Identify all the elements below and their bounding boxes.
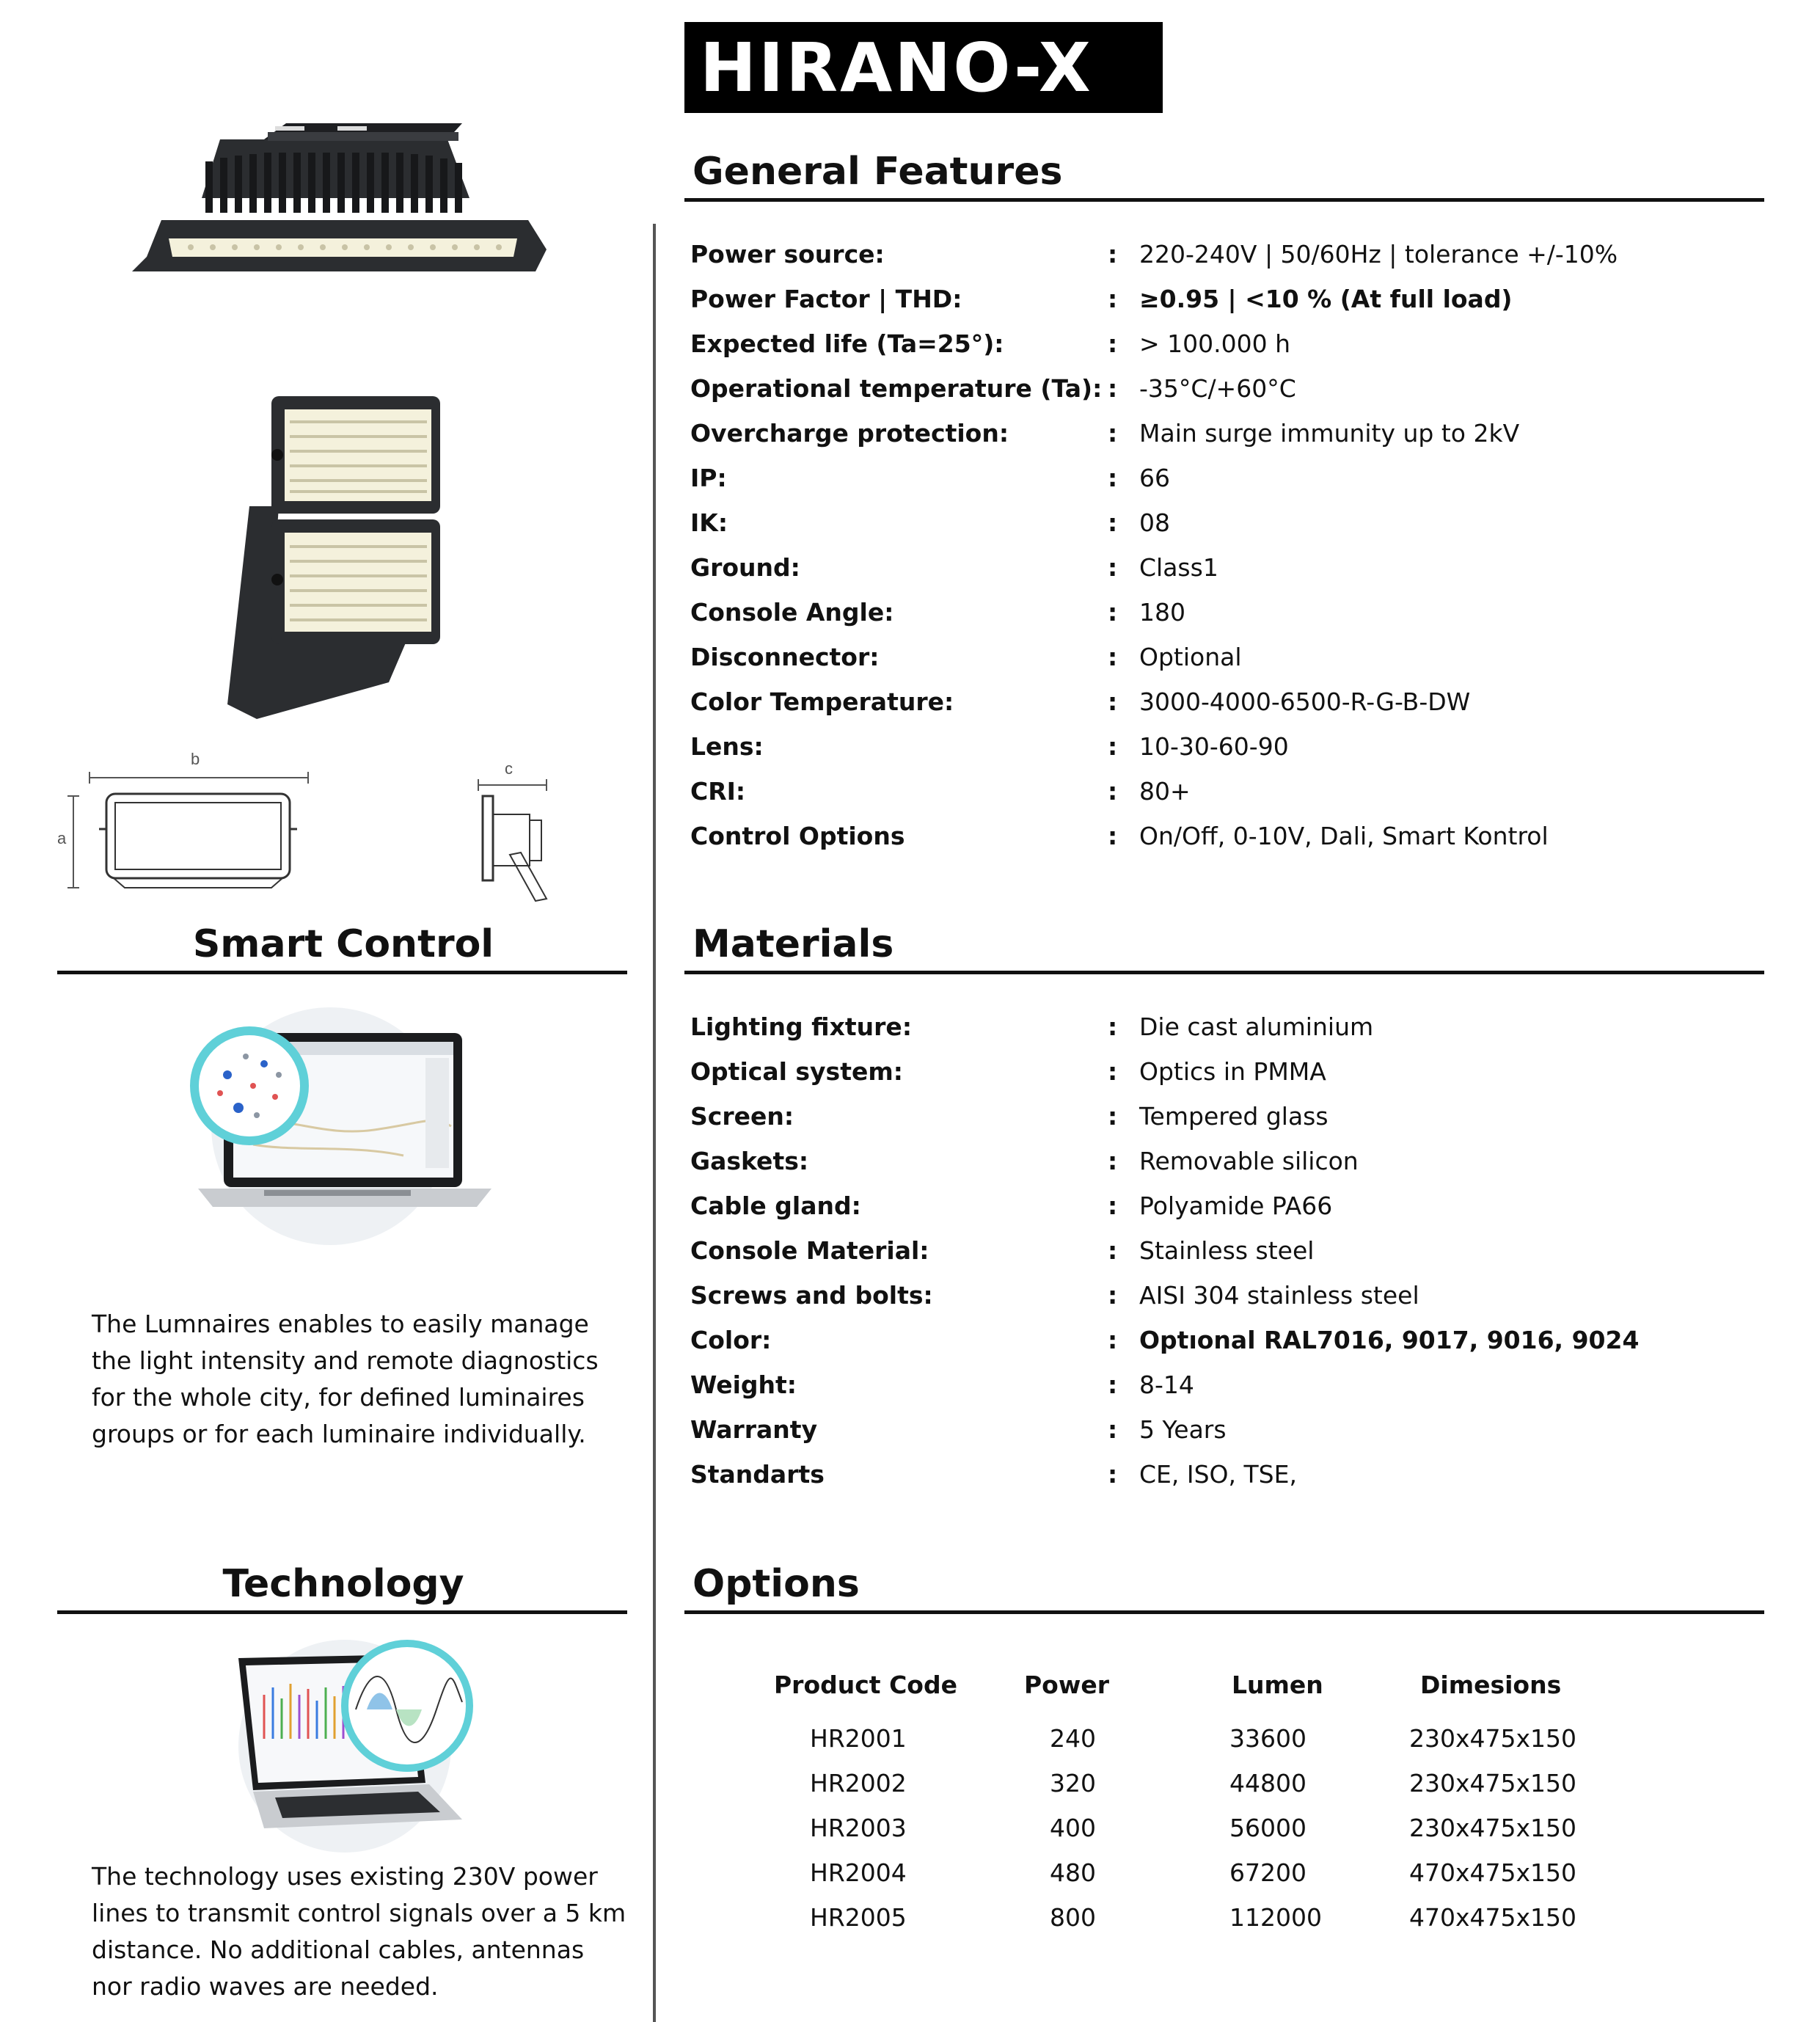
spec-value: Stainless steel	[1139, 1236, 1315, 1265]
technology-rule	[57, 1610, 627, 1614]
table-cell: HR2004	[810, 1858, 907, 1887]
spec-label: Lens:	[690, 732, 764, 761]
spec-value: 180	[1139, 598, 1185, 627]
spec-label: IP:	[690, 464, 727, 492]
spec-value: 66	[1139, 464, 1170, 492]
column-header-lumen: Lumen	[1232, 1671, 1323, 1699]
spec-label: Operational temperature (Ta):	[690, 374, 1103, 403]
technology-heading: Technology	[222, 1562, 464, 1606]
spec-colon: :	[1108, 508, 1118, 537]
spec-label: Ground:	[690, 553, 800, 582]
spec-colon: :	[1108, 1057, 1118, 1086]
spec-label: Expected life (Ta=25°):	[690, 329, 1004, 358]
spec-colon: :	[1108, 822, 1118, 850]
column-header-product-code: Product Code	[774, 1671, 957, 1699]
table-cell: 470x475x150	[1409, 1903, 1577, 1932]
spec-label: Power Factor | THD:	[690, 285, 962, 313]
spec-value: ≥0.95 | <10 % (At full load)	[1139, 285, 1513, 313]
dimension-label-a: a	[57, 829, 67, 847]
options-heading: Options	[692, 1562, 860, 1606]
spec-colon: :	[1108, 240, 1118, 269]
table-cell: 56000	[1229, 1814, 1306, 1842]
spec-colon: :	[1108, 732, 1118, 761]
spec-colon: :	[1108, 464, 1118, 492]
spec-value: Removable silicon	[1139, 1147, 1359, 1175]
table-cell: 470x475x150	[1409, 1858, 1577, 1887]
spec-value: On/Off, 0-10V, Dali, Smart Kontrol	[1139, 822, 1549, 850]
smart-control-rule	[57, 971, 627, 974]
product-image-double-module	[198, 396, 469, 726]
spec-colon: :	[1108, 285, 1118, 313]
table-cell: 33600	[1229, 1724, 1306, 1753]
table-cell: 320	[1050, 1769, 1096, 1797]
spec-colon: :	[1108, 329, 1118, 358]
spec-colon: :	[1108, 1370, 1118, 1399]
table-cell: 230x475x150	[1409, 1814, 1577, 1842]
table-cell: 800	[1050, 1903, 1096, 1932]
options-rule	[684, 1610, 1764, 1614]
spec-label: Power source:	[690, 240, 885, 269]
spec-label: Screen:	[690, 1102, 794, 1131]
spec-colon: :	[1108, 1326, 1118, 1354]
spec-value: Optics in PMMA	[1139, 1057, 1326, 1086]
product-image-linear	[117, 110, 565, 293]
spec-value: Polyamide PA66	[1139, 1191, 1333, 1220]
table-cell: 67200	[1229, 1858, 1306, 1887]
spec-label: Gaskets:	[690, 1147, 809, 1175]
spec-value: 3000-4000-6500-R-G-B-DW	[1139, 687, 1471, 716]
smart-control-laptop-image	[183, 1005, 499, 1247]
spec-value: Optional	[1139, 643, 1242, 671]
spec-colon: :	[1108, 1460, 1118, 1489]
spec-label: Standarts	[690, 1460, 825, 1489]
spec-value: Class1	[1139, 553, 1218, 582]
spec-label: Console Angle:	[690, 598, 894, 627]
spec-label: IK:	[690, 508, 728, 537]
spec-colon: :	[1108, 1012, 1118, 1041]
spec-colon: :	[1108, 374, 1118, 403]
table-cell: 44800	[1229, 1769, 1306, 1797]
product-title: HIRANO-X	[700, 29, 1093, 107]
dimension-drawing-front	[44, 748, 323, 895]
materials-heading: Materials	[692, 922, 894, 966]
spec-colon: :	[1108, 1102, 1118, 1131]
column-header-dimensions: Dimesions	[1420, 1671, 1562, 1699]
spec-label: Overcharge protection:	[690, 419, 1009, 448]
spec-label: Console Material:	[690, 1236, 929, 1265]
spec-label: CRI:	[690, 777, 746, 806]
table-cell: 240	[1050, 1724, 1096, 1753]
smart-control-heading: Smart Control	[192, 922, 494, 966]
spec-label: Disconnector:	[690, 643, 880, 671]
spec-colon: :	[1108, 1281, 1118, 1310]
smart-control-text: The Lumnaires enables to easily manage the light intensity and remote diagnostics for the whole city, for defined luminaires groups or for each luminaire individually.	[92, 1310, 599, 1448]
materials-rule	[684, 971, 1764, 974]
spec-colon: :	[1108, 777, 1118, 806]
table-cell: 400	[1050, 1814, 1096, 1842]
dimension-label-b: b	[191, 750, 200, 768]
general-features-rule	[684, 198, 1764, 202]
spec-value: CE, ISO, TSE,	[1139, 1460, 1297, 1489]
spec-value: Optıonal RAL7016, 9017, 9016, 9024	[1139, 1326, 1640, 1354]
technology-text: The technology uses existing 230V power lines to transmit control signals over a 5 km distance. No additional cables, antennas nor radio waves are needed.	[92, 1862, 626, 2001]
spec-colon: :	[1108, 1191, 1118, 1220]
spec-colon: :	[1108, 598, 1118, 627]
spec-value: Main surge immunity up to 2kV	[1139, 419, 1520, 448]
spec-value: Tempered glass	[1139, 1102, 1329, 1131]
spec-value: -35°C/+60°C	[1139, 374, 1296, 403]
spec-value: 5 Years	[1139, 1415, 1227, 1444]
spec-value: AISI 304 stainless steel	[1139, 1281, 1419, 1310]
spec-label: Color:	[690, 1326, 772, 1354]
table-cell: HR2003	[810, 1814, 907, 1842]
spec-label: Weight:	[690, 1370, 797, 1399]
spec-label: Warranty	[690, 1415, 818, 1444]
spec-label: Lighting fixture:	[690, 1012, 913, 1041]
column-divider	[653, 224, 656, 2022]
spec-value: 10-30-60-90	[1139, 732, 1289, 761]
dimension-label-c: c	[505, 759, 513, 778]
spec-colon: :	[1108, 1415, 1118, 1444]
table-cell: 480	[1050, 1858, 1096, 1887]
spec-label: Cable gland:	[690, 1191, 861, 1220]
table-cell: 230x475x150	[1409, 1724, 1577, 1753]
column-header-power: Power	[1024, 1671, 1109, 1699]
spec-value: > 100.000 h	[1139, 329, 1291, 358]
spec-colon: :	[1108, 1236, 1118, 1265]
table-cell: HR2005	[810, 1903, 907, 1932]
general-features-heading: General Features	[692, 150, 1063, 194]
spec-colon: :	[1108, 643, 1118, 671]
technology-laptop-image	[220, 1636, 484, 1856]
spec-value: 08	[1139, 508, 1170, 537]
dimension-drawing-side	[469, 770, 558, 902]
spec-label: Control Options	[690, 822, 905, 850]
spec-label: Optical system:	[690, 1057, 903, 1086]
spec-colon: :	[1108, 553, 1118, 582]
spec-label: Screws and bolts:	[690, 1281, 933, 1310]
table-cell: HR2001	[810, 1724, 907, 1753]
spec-value: 8-14	[1139, 1370, 1194, 1399]
spec-value: 80+	[1139, 777, 1191, 806]
spec-colon: :	[1108, 419, 1118, 448]
spec-value: 220-240V | 50/60Hz | tolerance +/-10%	[1139, 240, 1618, 269]
spec-colon: :	[1108, 1147, 1118, 1175]
table-cell: 112000	[1229, 1903, 1322, 1932]
table-cell: 230x475x150	[1409, 1769, 1577, 1797]
spec-value: Die cast aluminium	[1139, 1012, 1374, 1041]
spec-colon: :	[1108, 687, 1118, 716]
spec-label: Color Temperature:	[690, 687, 954, 716]
table-cell: HR2002	[810, 1769, 907, 1797]
